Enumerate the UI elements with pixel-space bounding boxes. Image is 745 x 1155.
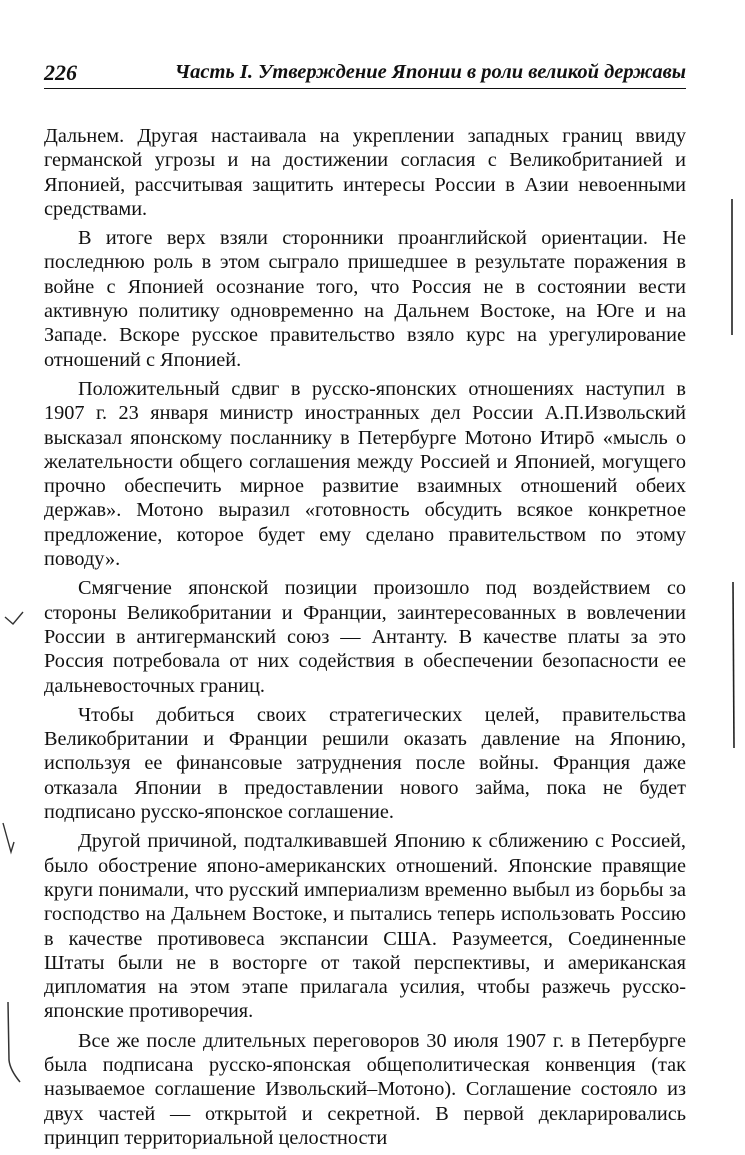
- pencil-tick-icon: [0, 820, 20, 860]
- paragraph-6: Другой причиной, подталкивавшей Японию к сближению с Россией, было обострение японо-американских отношений. Японские правящие круги понимали, что русский империализм временно выбыл из борьбы за господство на Дальнем Востоке, и пытались теперь использовать Россию в качестве противовеса экспансии США. Разумеется, Соединенные Штаты были не в восторге от такой перспективы, и американская дипломатия на этом этапе прилагала усилия, чтобы разжечь русско-японские противоречия.: [44, 830, 686, 1023]
- paragraph-3: Положительный сдвиг в русско-японских отношениях наступил в 1907 г. 23 января министр иностранных дел России А.П.Извольский высказал японскому посланнику в Петербурге Мотоно Итирō «мысль о желательности общего соглашения между Россией и Японией, могущего прочно обеспечить мирное развитие взаимных отношений обеих держав». Мотоно выразил «готовность обсудить всякое конкретное предложение, которое будет ему сделано правительством по этому поводу».: [44, 377, 686, 571]
- right-margin-line-top: [728, 197, 736, 337]
- running-title: Часть I. Утверждение Японии в роли великой державы: [174, 61, 686, 83]
- body-text: [44, 124, 686, 1155]
- paragraph-4: Смягчение японской позиции произошло под воздействием со стороны Великобритании и Франции, заинтересованных в вовлечении России в антигерманский союз — Антанту. В качестве платы за это Россия потребовала от них содействия в обеспечении безопасности ее дальневосточных границ.: [44, 577, 686, 697]
- checkmark-icon: [2, 608, 26, 632]
- page-header: [44, 58, 686, 89]
- right-margin-line-bottom: [730, 580, 738, 750]
- left-margin-bracket: [0, 1000, 30, 1090]
- page-number: 226: [44, 60, 77, 85]
- paragraph-1: Дальнем. Другая настаивала на укреплении западных границ ввиду германской угрозы и на достижении согласия с Великобританией и Японией, рассчитывая защитить интересы России в Азии невоенными средствами.: [44, 125, 686, 220]
- paragraph-5: Чтобы добиться своих стратегических целей, правительства Великобритании и Франции решили оказать давление на Японию, используя ее финансовые затруднения после войны. Франция даже отказала Японии в предоставлении нового займа, пока не будет подписано русско-японское соглашение.: [44, 703, 686, 824]
- paragraph-2: В итоге верх взяли сторонники проанглийской ориентации. Не последнюю роль в этом сыграло пришедшее в результате поражения в войне с Японией осознание того, что Россия не в состоянии вести активную политику одновременно на Дальнем Востоке, на Юге и на Западе. Вскоре русское правительство взяло курс на урегулирование отношений с Японией.: [44, 227, 686, 371]
- paragraph-7: Все же после длительных переговоров 30 июля 1907 г. в Петербурге была подписана русско-японская общеполитическая конвенция (так называемое соглашение Извольский–Мотоно). Соглашение состояло из двух частей — открытой и секретной. В первой декларировались принцип территориальной целостности: [44, 1029, 686, 1149]
